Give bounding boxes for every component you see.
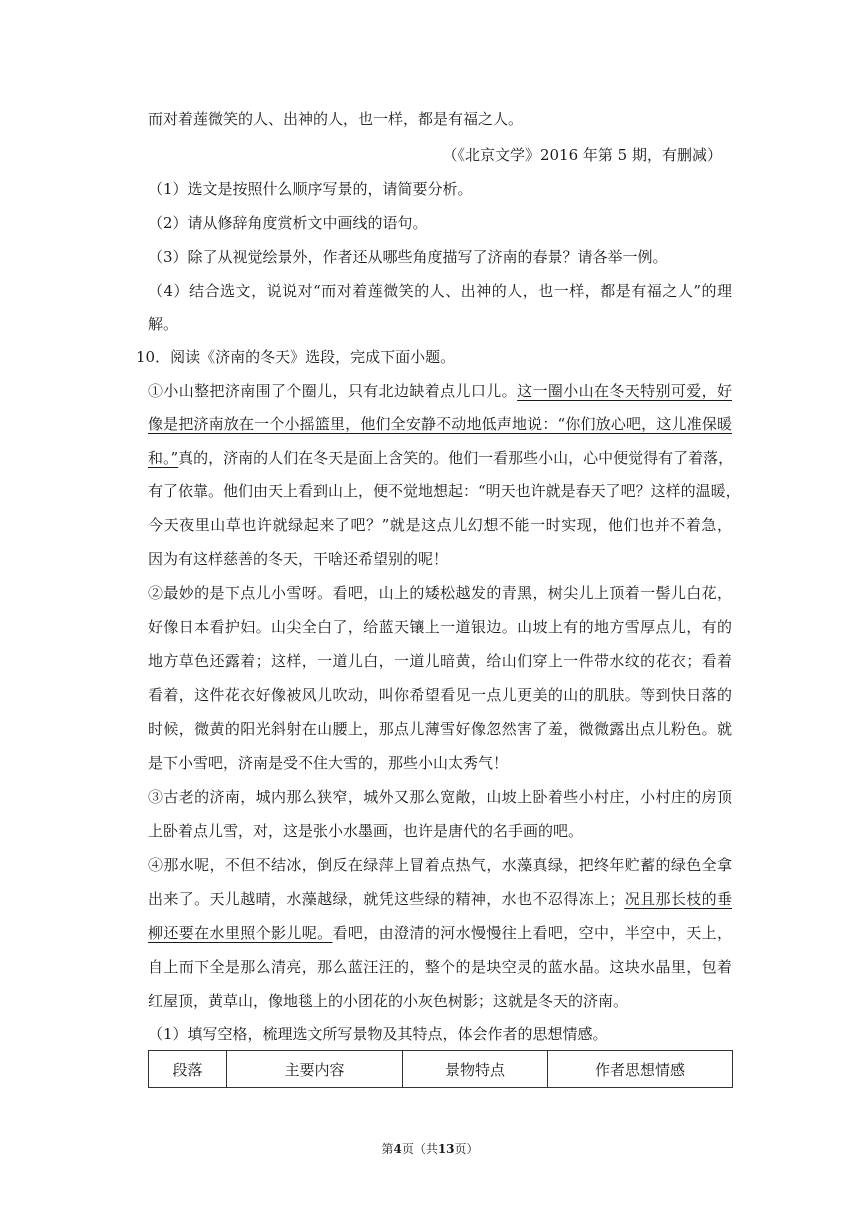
question-10-1: （1）填写空格，梳理选文所写景物及其特点，体会作者的思想情感。	[148, 1025, 608, 1043]
para4-line2	[148, 889, 732, 909]
para1-line4: 有了依靠。他们由天上看到山上，便不觉地想起：“明天也许就是春天了吧？这样的温暖，	[148, 482, 741, 500]
source-citation: （《北京文学》2016 年第 5 期，有删减）	[442, 146, 722, 164]
footer-mid: 页（共	[401, 1142, 438, 1156]
para1-line5: 今天夜里山草也许就绿起来了吧？”就是这点儿幻想不能一时实现，他们也并不着急，	[148, 516, 732, 534]
table-header-author-emotion: 作者思想情感	[548, 1051, 733, 1088]
passage-end-line: 而对着莲微笑的人、出神的人，也一样，都是有福之人。	[148, 110, 524, 128]
para4-line1: ④那水呢，不但不结冰，倒反在绿萍上冒着点热气，水藻真绿，把终年贮蓄的绿色全拿	[148, 856, 732, 874]
para4-line5: 红屋顶，黄草山，像地毯上的小团花的小灰色树影；这就是冬天的济南。	[148, 992, 629, 1010]
para1-text: 真的，济南的人们在冬天是面上含笑的。他们一看那些小山，心中便觉得有了着落，	[178, 449, 734, 467]
para2-line3: 地方草色还露着；这样，一道儿白，一道儿暗黄，给山们穿上一件带水纹的花衣；看着	[148, 652, 732, 670]
para2-line5: 时候，微黄的阳光斜射在山腰上，那点儿薄雪好像忽然害了羞，微微露出点儿粉色。就	[148, 720, 732, 738]
para3-line1: ③古老的济南，城内那么狭窄，城外又那么宽敞，山坡上卧着些小村庄，小村庄的房顶	[148, 788, 732, 806]
para4-underlined-end: 柳还要在水里照个影儿呢。	[148, 924, 333, 942]
para3-line2: 上卧着点儿雪，对，这是张小水墨画，也许是唐代的名手画的吧。	[148, 822, 584, 840]
para1-line3	[148, 448, 732, 468]
table-header-row	[149, 1051, 733, 1088]
para1-underlined-end: 和。”	[148, 449, 179, 467]
table-header-main-content: 主要内容	[227, 1051, 403, 1088]
para4-underlined: 况且那长枝的垂	[624, 890, 732, 908]
page-footer	[0, 1140, 860, 1157]
question-9-1: （1）选文是按照什么顺序写景的，请简要分析。	[148, 180, 473, 198]
footer-post: 页）	[454, 1142, 479, 1156]
para2-line4: 看着，这件花衣好像被风儿吹动，叫你希望看见一点儿更美的山的肌肤。等到快日落的	[148, 686, 732, 704]
question-9-4: （4）结合选文，说说对“而对着莲微笑的人、出神的人，也一样，都是有福之人”的理	[148, 282, 732, 300]
para1-line1	[148, 381, 732, 401]
para1-line2: 像是把济南放在一个小摇篮里，他们全安静不动地低声地说：“你们放心吧，这儿准保暖	[148, 415, 732, 433]
table-header-scenery-features: 景物特点	[403, 1051, 548, 1088]
para1-text: ①小山整把济南围了个圈儿，只有北边缺着点儿口儿。	[148, 382, 518, 400]
footer-pre: 第	[381, 1142, 394, 1156]
question-9-4-cont: 解。	[148, 315, 179, 333]
para2-line1: ②最妙的是下点儿小雪呀。看吧，山上的矮松越发的青黑，树尖儿上顶着一髻儿白花，	[148, 584, 732, 602]
para1-line6: 因为有这样慈善的冬天，干啥还希望别的呢！	[148, 550, 449, 568]
para2-line6: 是下小雪吧，济南是受不住大雪的，那些小山太秀气！	[148, 754, 509, 772]
para4-text: 出来了。天儿越晴，水藻越绿，就凭这些绿的精神，水也不忍得冻上；	[148, 890, 625, 908]
para4-line4: 自上而下全是那么清亮，那么蓝汪汪的，整个的是块空灵的蓝水晶。这块水晶里，包着	[148, 958, 732, 976]
para2-line2: 好像日本看护妇。山尖全白了，给蓝天镶上一道银边。山坡上有的地方雪厚点儿，有的	[148, 618, 732, 636]
para4-text: 看吧，由澄清的河水慢慢往上看吧，空中，半空中，天上，	[332, 924, 732, 942]
para4-line3	[148, 923, 732, 943]
question-9-2: （2）请从修辞角度赏析文中画线的语句。	[148, 214, 428, 232]
question-9-3: （3）除了从视觉绘景外，作者还从哪些角度描写了济南的春景？请各举一例。	[148, 248, 668, 266]
page-total: 13	[437, 1142, 455, 1156]
answer-table	[148, 1050, 733, 1088]
table-header-paragraph: 段落	[149, 1051, 227, 1088]
para1-underlined: 这一圈小山在冬天特别可爱，好	[517, 382, 732, 400]
question-10-title: 10．阅读《济南的冬天》选段，完成下面小题。	[136, 348, 456, 366]
page-number: 4	[393, 1142, 402, 1156]
